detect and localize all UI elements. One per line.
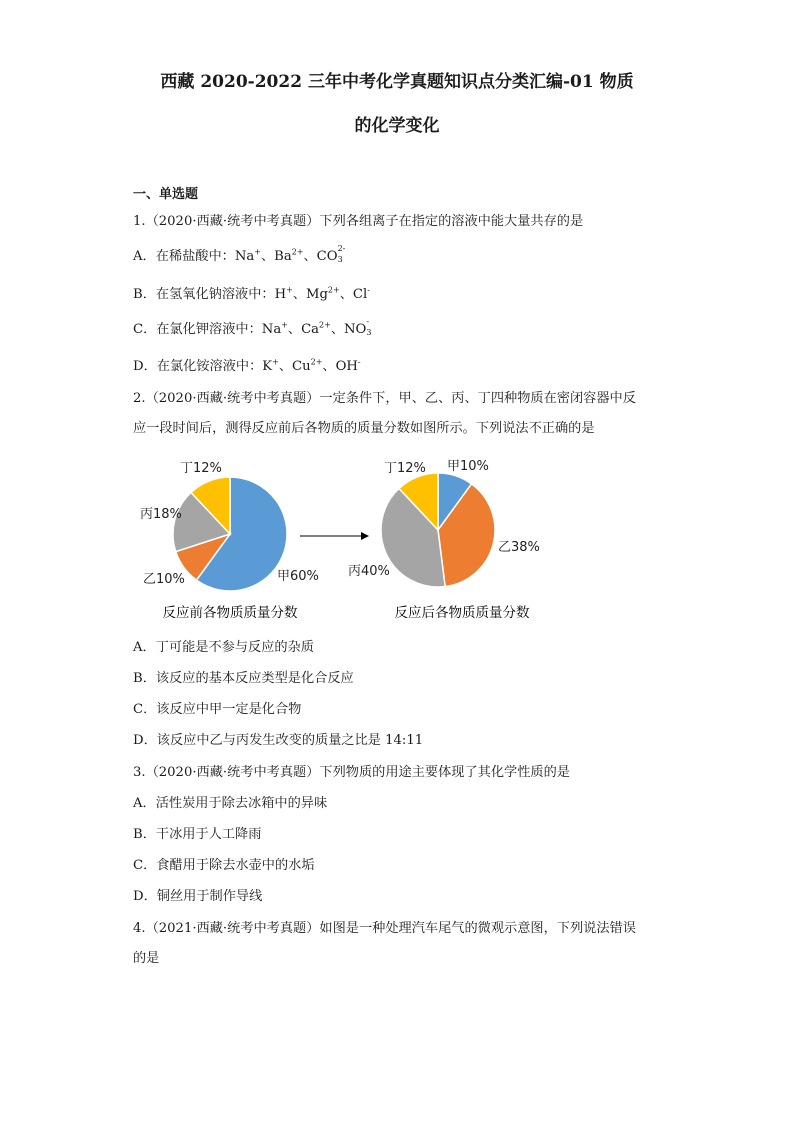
pie-slice-label: 乙10% xyxy=(143,572,185,587)
ion-charge: + xyxy=(254,247,261,257)
pie-chart-before-title: 反应前各物质质量分数 xyxy=(162,605,298,621)
ion-subscript: 3 xyxy=(366,328,372,337)
q1-option-b xyxy=(133,286,370,304)
q2-option-c: C．该反应中甲一定是化合物 xyxy=(133,702,302,717)
q3-stem: 3.（2020·西藏·统考中考真题）下列物质的用途主要体现了其化学性质的是 xyxy=(133,765,570,780)
pie-slice-label: 甲10% xyxy=(447,459,489,474)
pie-slice-label: 丙18% xyxy=(140,507,182,522)
section-heading: 一、单选题 xyxy=(133,187,199,202)
ion-charge: 2+ xyxy=(291,247,304,257)
q2-stem-line-1: 2.（2020·西藏·统考中考真题）一定条件下，甲、乙、丙、丁四种物质在密闭容器中反 xyxy=(133,391,636,406)
q3-option-c: C．食醋用于除去水壶中的水垢 xyxy=(133,858,315,873)
ion-charge: 2+ xyxy=(327,285,340,295)
q1-a-text: A．在稀盐酸中：Na xyxy=(133,249,255,264)
ion-charge: + xyxy=(272,357,279,367)
ion-charge: + xyxy=(281,320,288,330)
pie-slice-label: 乙38% xyxy=(498,540,540,555)
q4-stem-line-2: 的是 xyxy=(133,951,160,966)
q4-stem-line-1: 4.（2021·西藏·统考中考真题）如图是一种处理汽车尾气的微观示意图，下列说法错误 xyxy=(133,921,636,936)
pie-chart-after xyxy=(348,459,540,587)
carbonate-ion xyxy=(303,244,346,266)
ion-charge: 2+ xyxy=(310,357,323,367)
q1-b-text: B．在氢氧化钠溶液中：H xyxy=(133,287,287,302)
q1-c-text: 、NO xyxy=(330,322,367,337)
pie-slice-label: 丙40% xyxy=(348,564,390,579)
pie-chart-after-title: 反应后各物质质量分数 xyxy=(394,605,530,621)
q3-option-a: A．活性炭用于除去冰箱中的异味 xyxy=(133,796,328,811)
pie-chart-before xyxy=(140,461,319,591)
q1-option-c xyxy=(133,317,372,339)
q1-option-a xyxy=(133,244,346,266)
q1-stem: 1.（2020·西藏·统考中考真题）下列各组离子在指定的溶液中能大量共存的是 xyxy=(133,214,584,229)
ion-charge: 2- xyxy=(337,244,346,253)
q1-a-text: 、Ba xyxy=(260,249,292,264)
ion-charge: - xyxy=(366,317,370,326)
nitrate-ion xyxy=(330,317,372,339)
q2-stem-line-2: 应一段时间后，测得反应前后各物质的质量分数如图所示。下列说法不正确的是 xyxy=(133,421,595,436)
document-title-line-1: 西藏 2020-2022 三年中考化学真题知识点分类汇编-01 物质 xyxy=(160,72,634,92)
q2-option-a: A．丁可能是不参与反应的杂质 xyxy=(133,640,314,655)
q1-d-text: 、OH xyxy=(322,359,358,374)
q1-b-text: 、Cl xyxy=(339,287,368,302)
q1-a-text: 、CO xyxy=(303,249,338,264)
q1-c-text: C．在氯化钾溶液中：Na xyxy=(133,322,282,337)
q1-d-text: 、Cu xyxy=(278,359,311,374)
q1-b-text: 、Mg xyxy=(292,287,328,302)
pie-charts-figure xyxy=(0,440,794,630)
q3-option-d: D．铜丝用于制作导线 xyxy=(133,889,263,904)
q1-option-d xyxy=(133,358,361,376)
pie-slice-label: 丁12% xyxy=(180,461,222,476)
document-title-line-2: 的化学变化 xyxy=(354,116,440,136)
q2-option-b: B．该反应的基本反应类型是化合反应 xyxy=(133,671,354,686)
q1-d-text: D．在氯化铵溶液中：K xyxy=(133,359,273,374)
pie-slice-label: 甲60% xyxy=(277,569,319,584)
ion-charge: 2+ xyxy=(319,320,331,330)
ion-subscript: 3 xyxy=(337,255,343,264)
q1-c-text: 、Ca xyxy=(287,322,320,337)
ion-charge: + xyxy=(286,285,293,295)
q2-option-d: D．该反应中乙与丙发生改变的质量之比是 14:11 xyxy=(133,733,424,748)
q3-option-b: B．干冰用于人工降雨 xyxy=(133,827,262,842)
pie-slice-label: 丁12% xyxy=(384,461,426,476)
ion-charge: - xyxy=(367,285,370,295)
ion-charge: - xyxy=(357,357,361,367)
